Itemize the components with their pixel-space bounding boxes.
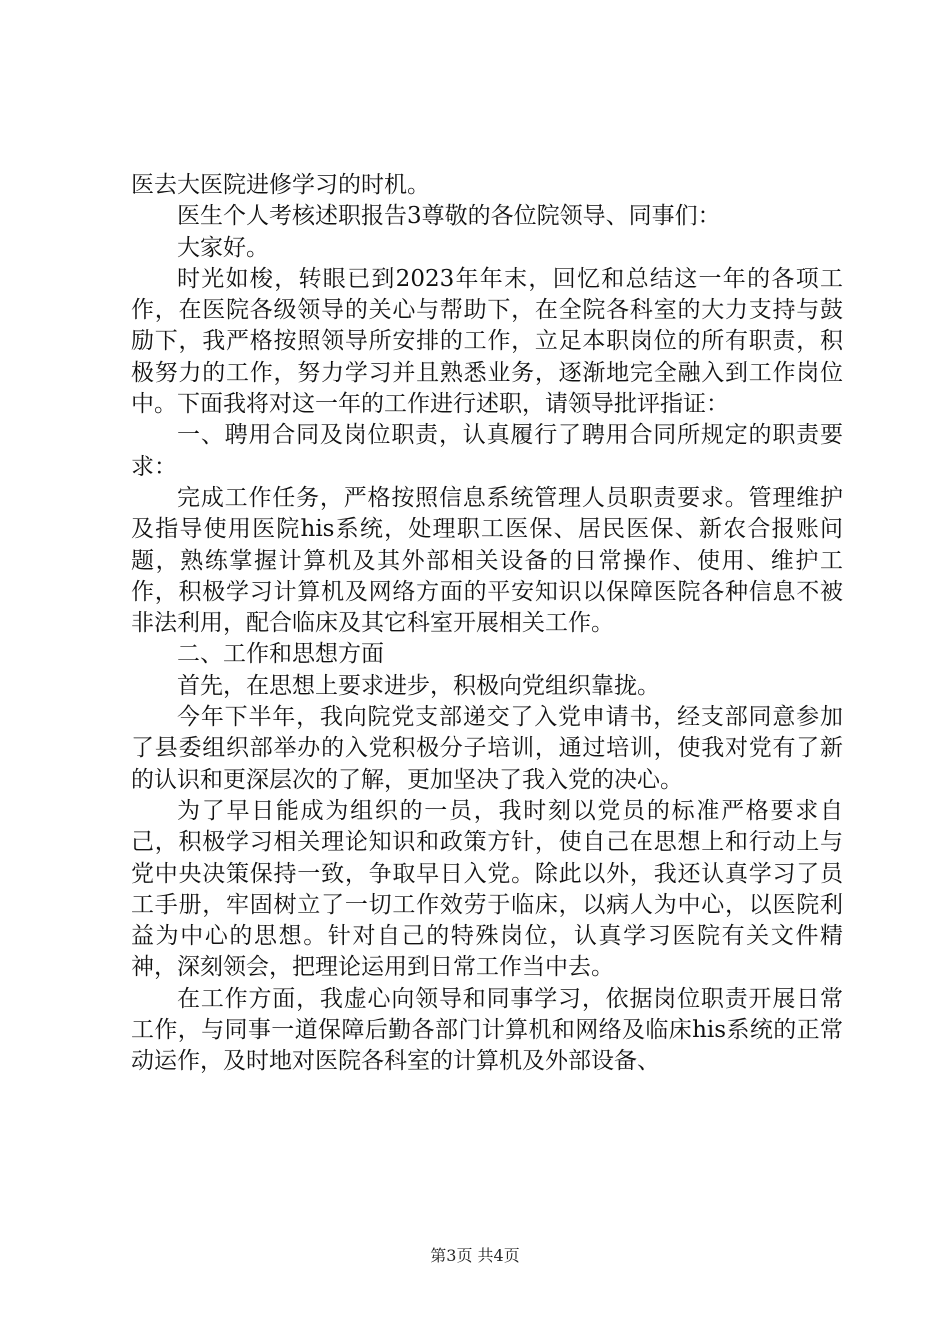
- paragraph-report-title: 医生个人考核述职报告3尊敬的各位院领导、同事们：: [177, 203, 721, 230]
- paragraph-greeting: 大家好。: [177, 234, 269, 261]
- paragraph-duties: 完成工作任务，严格按照信息系统管理人员职责要求。管理维护及指导使用医院his系统，处理职工医保、居民医保、新农合报账问题，熟练掌握计算机及其外部相关设备的日常操作、使用、维护工作，积极学习计算机及网络方面的平安知识以保障医院各种信息不被非法利用，配合临床及其它科室开展相关工作。: [131, 484, 843, 637]
- paragraph-self-discipline: 为了早日能成为组织的一员，我时刻以党员的标准严格要求自己，积极学习相关理论知识和政策方针，使自己在思想上和行动上与党中央决策保持一致，争取早日入党。除此以外，我还认真学习了员工手册，牢固树立了一切工作效劳于临床，以病人为中心，以医院利益为中心的思想。针对自己的特殊岗位，认真学习医院有关文件精神，深刻领会，把理论运用到日常工作当中去。: [131, 797, 843, 981]
- paragraph-intro: 时光如梭，转眼已到2023年年末，回忆和总结这一年的各项工作，在医院各级领导的关心与帮助下，在全院各科室的大力支持与鼓励下，我严格按照领导所安排的工作，立足本职岗位的所有职责，积极努力的工作，努力学习并且熟悉业务，逐渐地完全融入到工作岗位中。下面我将对这一年的工作进行述职，请领导批评指证：: [131, 265, 843, 418]
- paragraph-continuation: 医去大医院进修学习的时机。: [131, 172, 430, 198]
- paragraph-thought: 首先，在思想上要求进步，积极向党组织靠拢。: [177, 672, 660, 699]
- paragraph-work-aspect: 在工作方面，我虚心向领导和同事学习，依据岗位职责开展日常工作，与同事一道保障后勤各部门计算机和网络及临床his系统的正常动运作，及时地对医院各科室的计算机及外部设备、: [131, 985, 843, 1075]
- section-heading-1: 一、聘用合同及岗位职责，认真履行了聘用合同所规定的职责要求：: [131, 422, 843, 480]
- paragraph-party-application: 今年下半年，我向院党支部递交了入党申请书，经支部同意参加了县委组织部举办的入党积极分子培训，通过培训，使我对党有了新的认识和更深层次的了解，更加坚决了我入党的决心。: [131, 704, 843, 793]
- section-heading-2: 二、工作和思想方面: [177, 641, 384, 668]
- page-number-footer: 第3页 共4页: [430, 1246, 520, 1265]
- document-body: [131, 170, 843, 1078]
